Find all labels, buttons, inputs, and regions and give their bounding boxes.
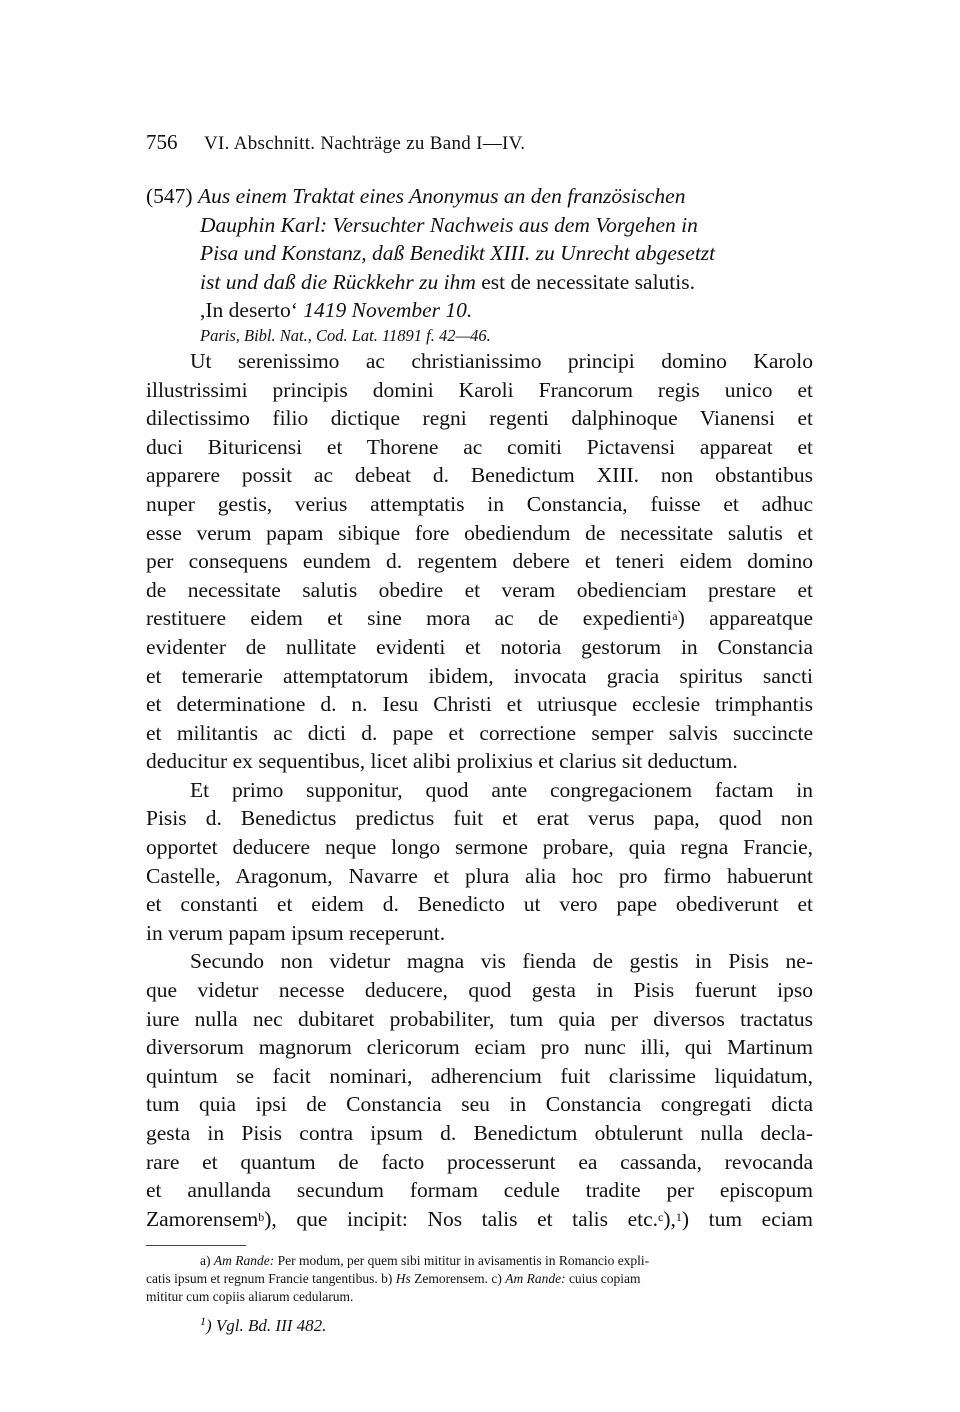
text-segment: ), bbox=[663, 1206, 676, 1231]
footnote-a bbox=[146, 1252, 813, 1270]
text-line: Ut serenissimo ac christianissimo principi domino Karolo bbox=[190, 348, 813, 373]
footnote-label: c) bbox=[491, 1271, 502, 1287]
footnote-line bbox=[146, 1270, 813, 1288]
text-line: et anullanda secundum formam cedule tradite per episcopum bbox=[146, 1178, 813, 1203]
heading-title-line: Pisa und Konstanz, daß Benedikt XIII. zu Unrecht abgesetzt bbox=[200, 241, 716, 266]
page-number: 756 bbox=[146, 130, 178, 154]
heading-title-text: ist und daß die Rückkehr zu ihm bbox=[200, 269, 476, 294]
running-title: VI. Abschnitt. Nachträge zu Band I—IV. bbox=[204, 133, 526, 154]
footnote-divider bbox=[146, 1245, 246, 1246]
footnote-reference: Vgl. Bd. III 482. bbox=[215, 1316, 327, 1336]
text-line: de necessitate salutis obedire et veram obedienciam prestare et bbox=[146, 577, 813, 602]
text-line: duci Bituricensi et Thorene ac comiti Pictavensi appareat et bbox=[146, 434, 813, 459]
heading-title-line: Dauphin Karl: Versuchter Nachweis aus dem Vorgehen in bbox=[200, 212, 698, 237]
text-line: nuper gestis, verius attemptatis in Constancia, fuisse et adhuc bbox=[146, 491, 813, 516]
text-segment: Zamorensem bbox=[146, 1206, 259, 1231]
footnote-marker: b bbox=[258, 1209, 265, 1224]
critical-apparatus bbox=[146, 1252, 813, 1306]
footnote-label: a) bbox=[200, 1253, 211, 1269]
heading-title-line bbox=[146, 268, 813, 297]
footnote-marker: 1 bbox=[675, 1209, 682, 1224]
footnote-marker: a bbox=[672, 609, 678, 624]
text-line: Et primo supponitur, quod ante congregacionem factam in bbox=[190, 777, 813, 802]
text-line: rare et quantum de facto processerunt ea cassanda, revocanda bbox=[146, 1149, 813, 1174]
footnote-marker-text: Am Rande: bbox=[505, 1271, 566, 1287]
footnote-marker-text: Am Rande: bbox=[213, 1253, 275, 1269]
document-number: (547) bbox=[146, 184, 193, 208]
footnote-text: Per modum, per quem sibi mititur in avisamentis in Romancio expli- bbox=[277, 1253, 650, 1269]
text-line: et militantis ac dicti d. pape et correctione semper salvis succincte bbox=[146, 720, 813, 745]
text-line: Pisis d. Benedictus predictus fuit et erat verus papa, quod non bbox=[146, 806, 813, 831]
text-line: evidenter de nullitate evidenti et notoria gestorum in Constancia bbox=[146, 634, 813, 659]
text-line: et temerarie attemptatorum ibidem, invocata gracia spiritus sancti bbox=[146, 663, 813, 688]
numbered-footnote bbox=[146, 1316, 813, 1336]
heading-line-1 bbox=[146, 182, 813, 211]
text-segment: restituere eidem et sine mora ac de expedienti bbox=[146, 606, 673, 631]
heading-title-line: Aus einem Traktat eines Anonymus an den französischen bbox=[197, 184, 686, 208]
body-text bbox=[146, 347, 813, 1233]
footnote-label: b) bbox=[381, 1271, 393, 1287]
text-line: Secundo non videtur magna vis fienda de gestis in Pisis ne- bbox=[190, 949, 813, 974]
text-line: quintum se facit nominari, adherencium fuit clarissime liquidatum, bbox=[146, 1063, 813, 1088]
document-heading bbox=[146, 182, 813, 325]
text-line: gesta in Pisis contra ipsum d. Benedictum obtulerunt nulla decla- bbox=[146, 1121, 813, 1145]
footnote-line: mititur cum copiis aliarum cedularum. bbox=[146, 1289, 354, 1305]
text-segment: ) tum eciam bbox=[681, 1206, 813, 1231]
dateline bbox=[146, 296, 813, 325]
text-segment: ), que incipit: Nos talis et talis etc. bbox=[264, 1206, 659, 1231]
text-line: illustrissimi principis domini Karoli Francorum regis unico et bbox=[146, 377, 813, 402]
text-line: esse verum papam sibique fore obediendum de necessitate salutis et bbox=[146, 520, 813, 545]
text-line: apparere possit ac debeat d. Benedictum XIII. non obstantibus bbox=[146, 463, 813, 488]
footnote-text: cuius copiam bbox=[568, 1271, 641, 1287]
text-line bbox=[146, 604, 813, 633]
page-header bbox=[146, 130, 813, 160]
dateline-date: 1419 November 10. bbox=[303, 298, 473, 323]
text-line: iure nulla nec dubitaret probabiliter, tum quia per diversos tractatus bbox=[146, 1006, 813, 1031]
document-page bbox=[146, 130, 813, 1336]
footnote-number: 1 bbox=[200, 1314, 206, 1329]
dateline-prefix: ,In deserto‘ bbox=[200, 298, 298, 323]
text-line: in verum papam ipsum receperunt. bbox=[146, 920, 446, 945]
footnote-text: Zemorensem. bbox=[414, 1271, 488, 1287]
text-line: opportet deducere neque longo sermone probare, quia regna Francie, bbox=[146, 835, 813, 860]
heading-title-tail: est de necessitate salutis. bbox=[481, 269, 695, 294]
text-line: tum quia ipsi de Constancia seu in Constancia congregati dicta bbox=[146, 1092, 813, 1117]
footnote-text: catis ipsum et regnum Francie tangentibus. bbox=[146, 1271, 378, 1287]
text-line: dilectissimo filio dictique regni regenti dalphinoque Vianensi et bbox=[146, 406, 813, 431]
footnote-marker: c bbox=[658, 1209, 664, 1224]
footnote-marker-text: Hs bbox=[395, 1271, 411, 1287]
source-reference: Paris, Bibl. Nat., Cod. Lat. 11891 f. 42—46. bbox=[200, 325, 491, 345]
text-line: et constanti et eidem d. Benedicto ut vero pape obediverunt et bbox=[146, 892, 813, 917]
text-line: deducitur ex sequentibus, licet alibi prolixius et clarius sit deductum. bbox=[146, 749, 738, 774]
text-line: que videtur necesse deducere, quod gesta in Pisis fuerunt ipso bbox=[146, 978, 813, 1003]
text-line: diversorum magnorum clericorum eciam pro nunc illi, qui Martinum bbox=[146, 1035, 813, 1060]
text-line: per consequens eundem d. regentem debere et teneri eidem domino bbox=[146, 549, 813, 574]
text-segment: ) appareatque bbox=[677, 606, 813, 631]
text-line: Castelle, Aragonum, Navarre et plura alia hoc pro firmo habuerunt bbox=[146, 863, 813, 888]
text-line bbox=[146, 1205, 813, 1234]
footnote-paren: ) bbox=[206, 1316, 212, 1336]
text-line: et determinatione d. n. Iesu Christi et utriusque ecclesie trimphantis bbox=[146, 692, 813, 717]
